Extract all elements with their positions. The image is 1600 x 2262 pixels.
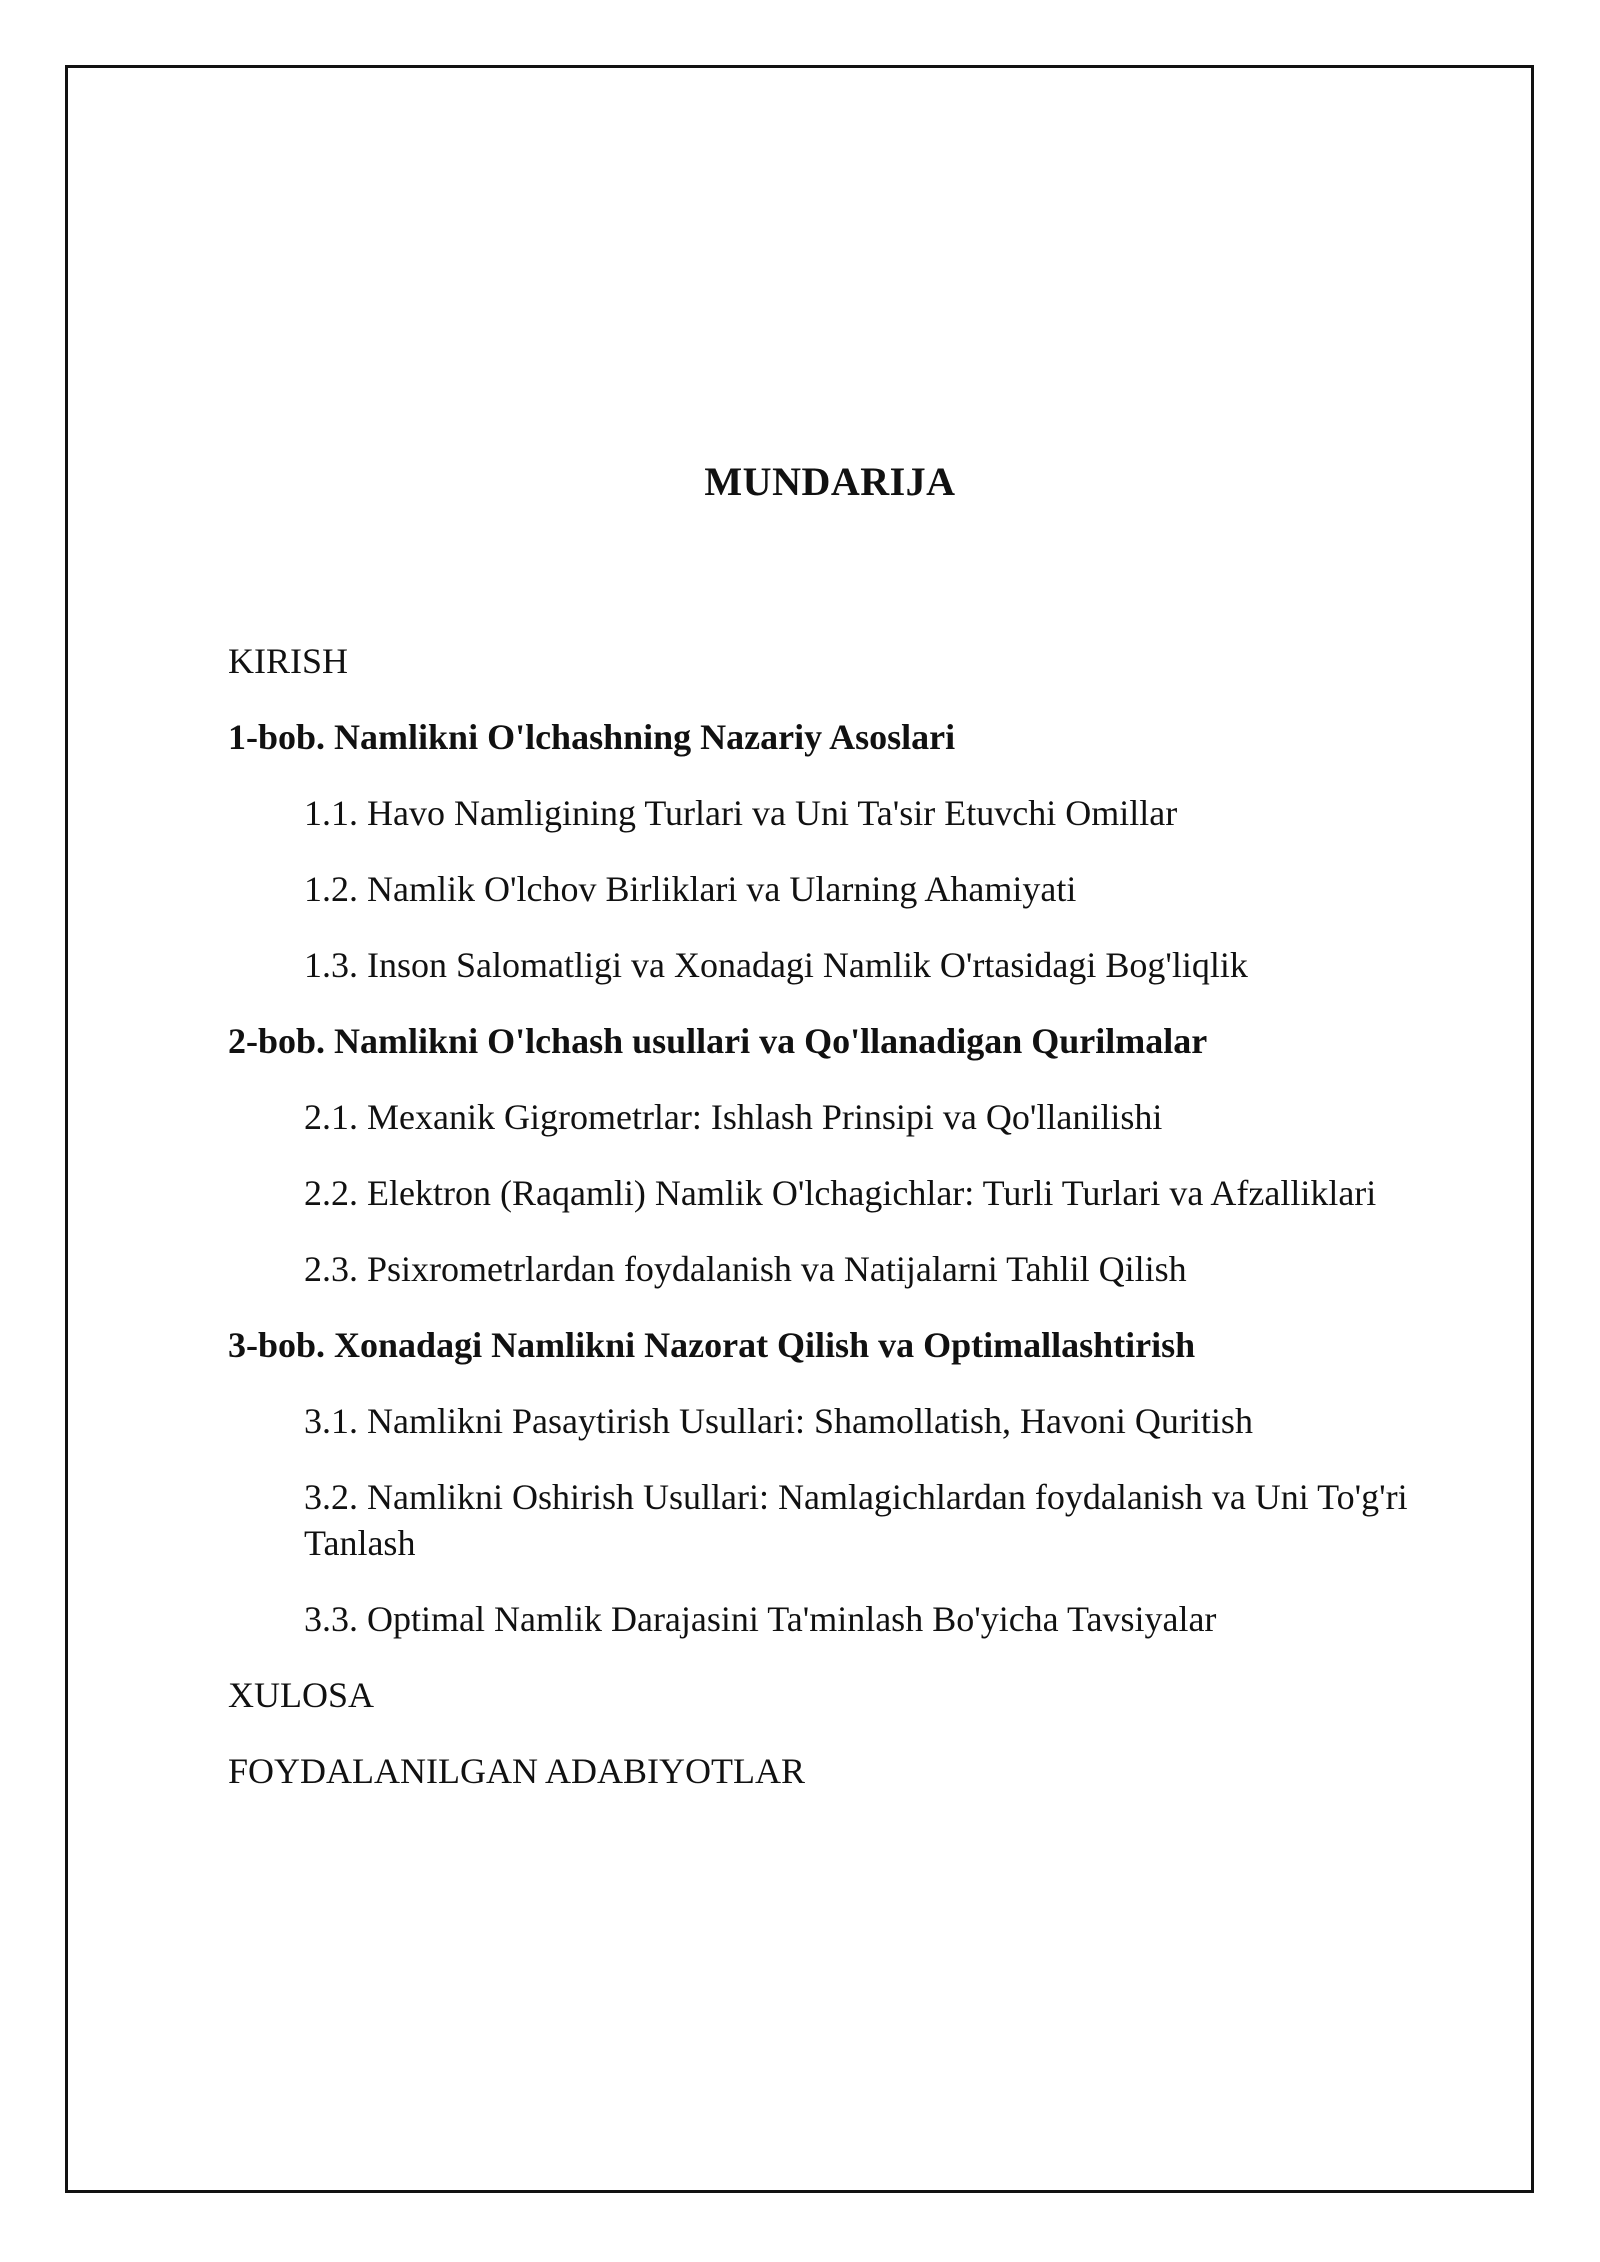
toc-section-2-1: 2.1. Mexanik Gigrometrlar: Ishlash Prinsipi va Qo'llanilishi <box>304 1097 1163 1137</box>
toc-section-2-2: 2.2. Elektron (Raqamli) Namlik O'lchagichlar: Turli Turlari va Afzalliklari <box>304 1173 1377 1213</box>
table-of-contents <box>228 638 1488 1824</box>
toc-section-2-3: 2.3. Psixrometrlardan foydalanish va Natijalarni Tahlil Qilish <box>304 1249 1187 1289</box>
toc-entry-conclusion: XULOSA <box>228 1675 375 1715</box>
toc-section-3-1: 3.1. Namlikni Pasaytirish Usullari: Shamollatish, Havoni Quritish <box>304 1401 1253 1441</box>
toc-entry-references: FOYDALANILGAN ADABIYOTLAR <box>228 1751 805 1791</box>
toc-section-1-2: 1.2. Namlik O'lchov Birliklari va Ularning Ahamiyati <box>304 869 1077 909</box>
toc-section-1-3: 1.3. Inson Salomatligi va Xonadagi Namlik O'rtasidagi Bog'liqlik <box>304 945 1248 985</box>
toc-section-3-3: 3.3. Optimal Namlik Darajasini Ta'minlash Bo'yicha Tavsiyalar <box>304 1599 1217 1639</box>
toc-chapter-1: 1-bob. Namlikni O'lchashning Nazariy Asoslari <box>228 717 956 757</box>
toc-section-3-2: 3.2. Namlikni Oshirish Usullari: Namlagichlardan foydalanish va Uni To'g'ri Tanlash <box>304 1477 1408 1563</box>
toc-entry-intro: KIRISH <box>228 641 349 681</box>
toc-chapter-3: 3-bob. Xonadagi Namlikni Nazorat Qilish va Optimallashtirish <box>228 1325 1196 1365</box>
page-title: MUNDARIJA <box>704 459 956 504</box>
toc-chapter-2: 2-bob. Namlikni O'lchash usullari va Qo'llanadigan Qurilmalar <box>228 1021 1208 1061</box>
toc-section-1-1: 1.1. Havo Namligining Turlari va Uni Ta'sir Etuvchi Omillar <box>304 793 1178 833</box>
